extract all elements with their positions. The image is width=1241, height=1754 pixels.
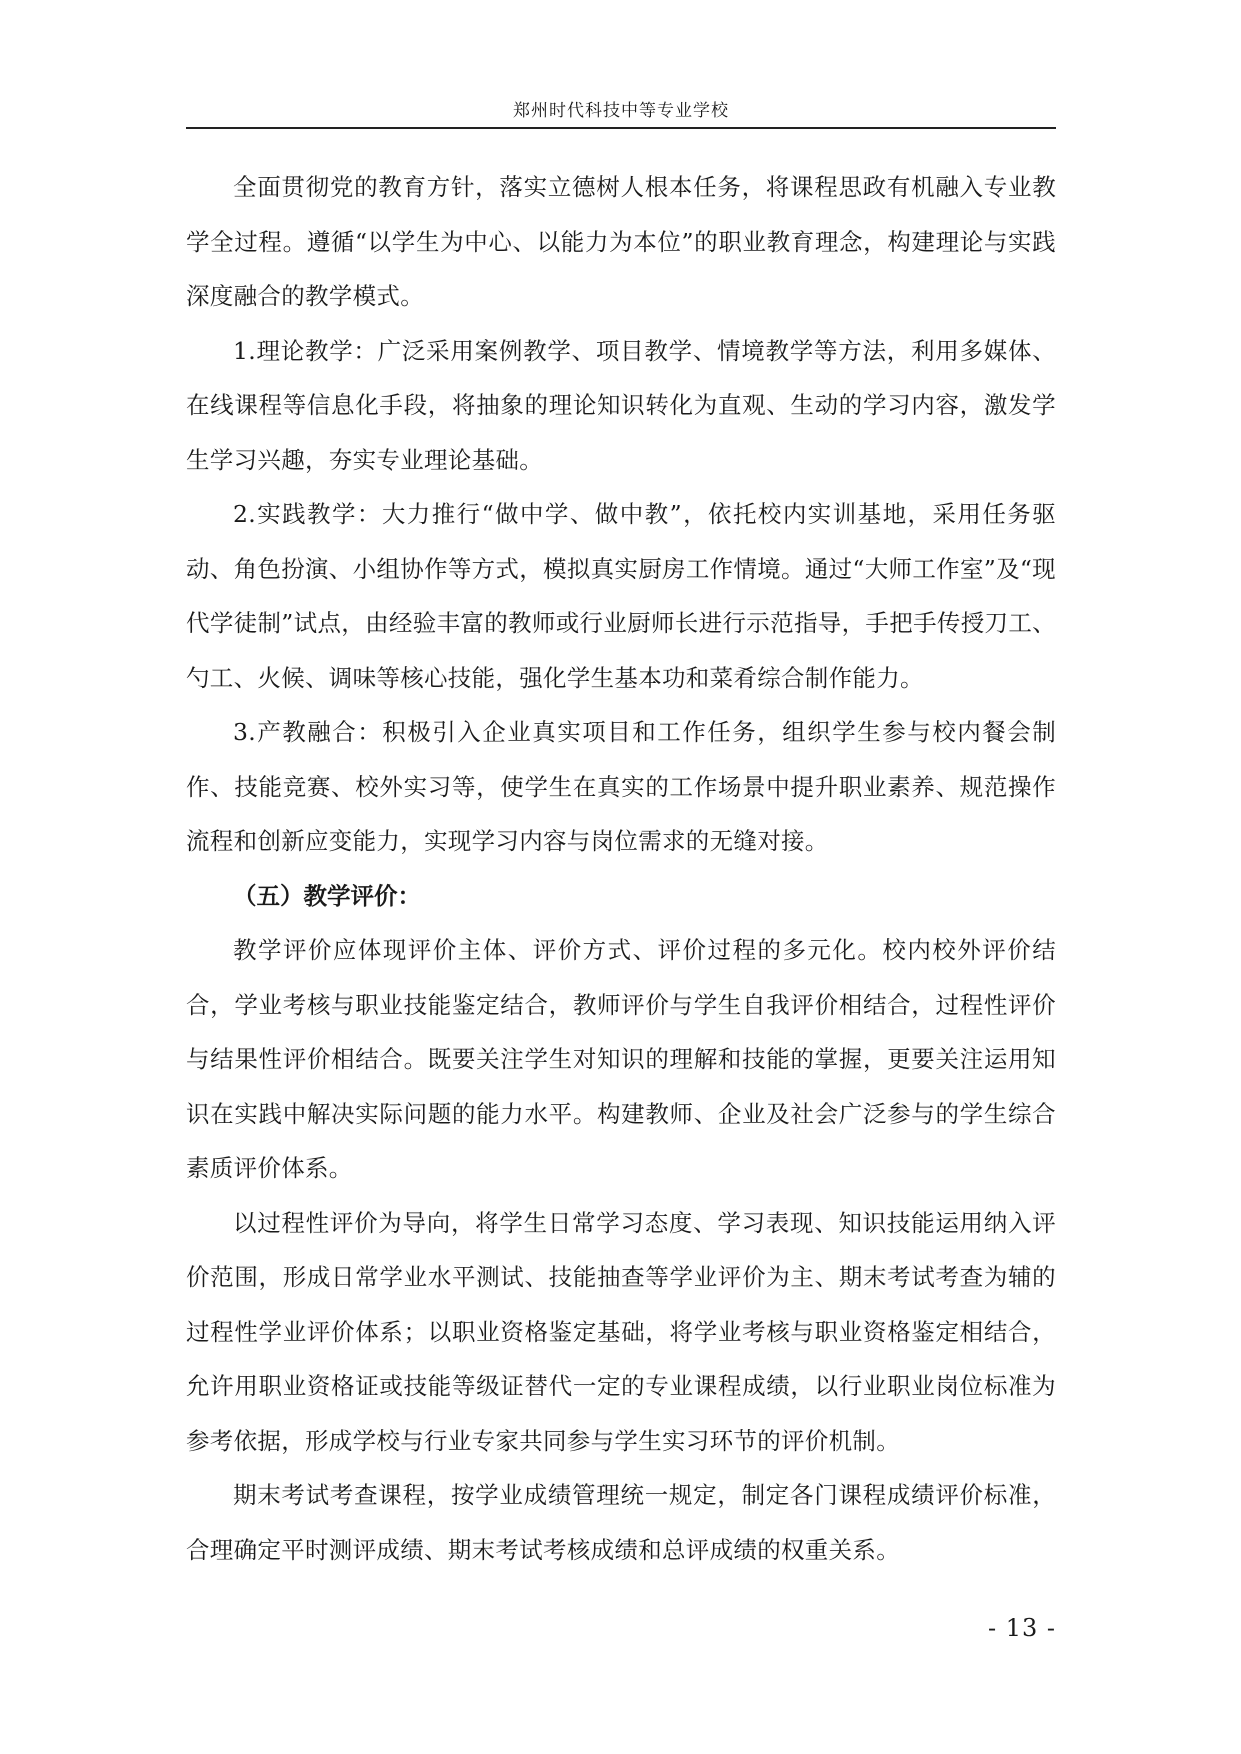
paragraph-theory-teaching: 1.理论教学：广泛采用案例教学、项目教学、情境教学等方法，利用多媒体、在线课程等信息化手段，将抽象的理论知识转化为直观、生动的学习内容，激发学生学习兴趣，夯实专业理论基础。 (186, 336, 1056, 474)
section-heading-teaching-evaluation: （五）教学评价： (233, 881, 421, 910)
paragraph-teaching-philosophy: 全面贯彻党的教育方针，落实立德树人根本任务，将课程思政有机融入专业教学全过程。遵循“以学生为中心、以能力为本位”的职业教育理念，构建理论与实践深度融合的教学模式。 (186, 173, 1056, 310)
paragraph-process-evaluation: 以过程性评价为导向，将学生日常学习态度、学习表现、知识技能运用纳入评价范围，形成日常学业水平测试、技能抽查等学业评价为主、期末考试考查为辅的过程性学业评价体系；以职业资格鉴定基础，将学业考核与职业资格鉴定相结合，允许用职业资格证或技能等级证替代一定的专业课程成绩，以行业职业岗位标准为参考依据，形成学校与行业专家共同参与学生实习环节的评价机制。 (186, 1208, 1056, 1455)
paragraph-evaluation-diversity: 教学评价应体现评价主体、评价方式、评价过程的多元化。校内校外评价结合，学业考核与职业技能鉴定结合，教师评价与学生自我评价相结合，过程性评价与结果性评价相结合。既要关注学生对知识的理解和技能的掌握，更要关注运用知识在实践中解决实际问题的能力水平。构建教师、企业及社会广泛参与的学生综合素质评价体系。 (186, 936, 1056, 1182)
paragraph-final-exam: 期末考试考查课程，按学业成绩管理统一规定，制定各门课程成绩评价标准，合理确定平时测评成绩、期末考试考核成绩和总评成绩的权重关系。 (186, 1481, 1056, 1564)
page-number: - 13 - (987, 1614, 1056, 1642)
document-body (186, 160, 1056, 1577)
header-divider (186, 127, 1056, 129)
paragraph-practice-teaching: 2.实践教学：大力推行“做中学、做中教”，依托校内实训基地，采用任务驱动、角色扮演、小组协作等方式，模拟真实厨房工作情境。通过“大师工作室”及“现代学徒制”试点，由经验丰富的教师或行业厨师长进行示范指导，手把手传授刀工、勺工、火候、调味等核心技能，强化学生基本功和菜肴综合制作能力。 (186, 500, 1056, 692)
paragraph-industry-integration: 3.产教融合：积极引入企业真实项目和工作任务，组织学生参与校内餐会制作、技能竞赛、校外实习等，使学生在真实的工作场景中提升职业素养、规范操作流程和创新应变能力，实现学习内容与岗位需求的无缝对接。 (186, 718, 1056, 855)
page-header-title: 郑州时代科技中等专业学校 (513, 101, 729, 121)
